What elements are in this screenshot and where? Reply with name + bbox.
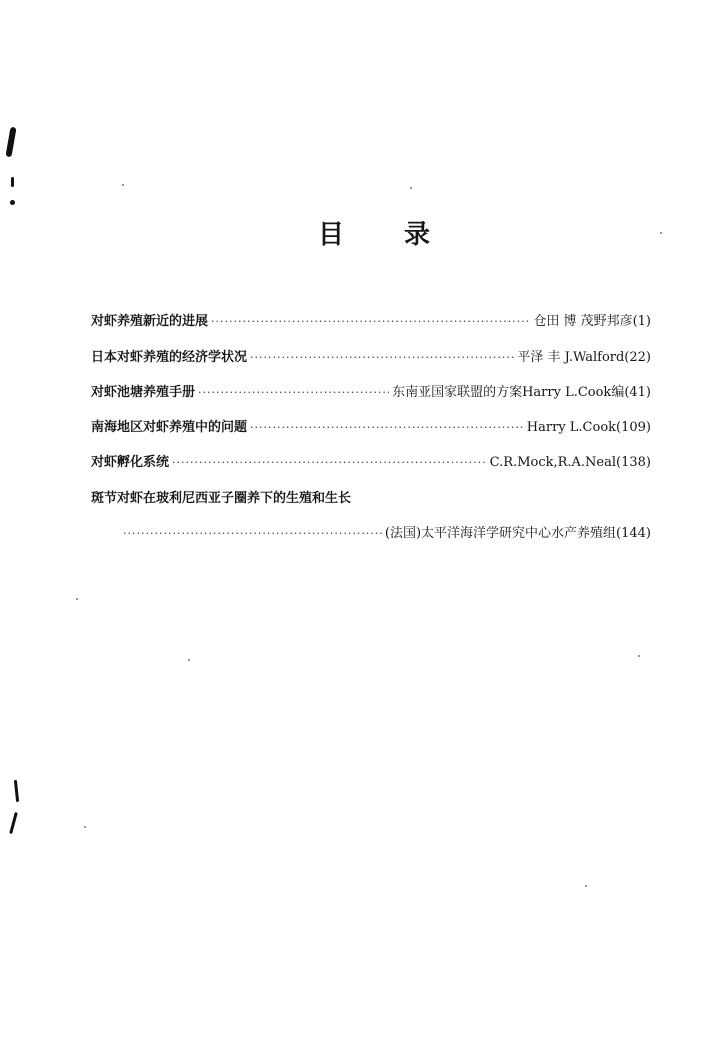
toc-entry — [91, 416, 651, 440]
scan-speck — [660, 232, 662, 234]
toc-entry-author-page: (法国)太平洋海洋学研究中心水产养殖组(144) — [384, 526, 651, 541]
toc-entry-author-page: Harry L.Cook(109) — [526, 420, 651, 435]
dot-leader — [172, 456, 487, 469]
dot-leader — [198, 386, 389, 399]
dot-leader — [211, 315, 530, 328]
toc-entry-author-page: 平泽 丰 J.Walford(22) — [517, 350, 651, 365]
dot-leader — [250, 421, 524, 434]
toc-entry — [91, 310, 651, 334]
scan-speck — [84, 826, 86, 828]
dot-leader — [250, 351, 514, 364]
toc-entry-title: 斑节对虾在玻利尼西亚子圈养下的生殖和生长 — [91, 491, 352, 506]
scan-speck — [188, 659, 190, 661]
scan-speck — [638, 655, 640, 657]
toc-entry-title: 对虾池塘养殖手册 — [91, 385, 196, 400]
scan-mark-top — [5, 127, 16, 158]
scan-speck — [410, 187, 412, 189]
toc-entry — [91, 381, 651, 405]
toc-entry-title: 南海地区对虾养殖中的问题 — [91, 420, 248, 435]
scan-mark-top-3 — [10, 200, 15, 205]
scan-mark-bottom-2 — [9, 812, 18, 834]
toc-entry-continuation — [123, 522, 651, 546]
toc-entry — [91, 487, 651, 511]
scan-speck — [122, 184, 124, 186]
toc-entry-title: 对虾养殖新近的进展 — [91, 314, 209, 329]
scan-mark-bottom — [14, 780, 19, 802]
page-title-part1: 目 — [318, 220, 345, 250]
page-title-part2: 录 — [404, 220, 431, 250]
toc-entry — [91, 451, 651, 475]
toc-entry-title: 日本对虾养殖的经济学状况 — [91, 350, 248, 365]
scan-speck — [585, 885, 587, 887]
toc-entry-title: 对虾孵化系统 — [91, 455, 170, 470]
toc-entry-author-page: 仓田 博 茂野邦彦(1) — [533, 314, 651, 329]
toc-entry-author-page: C.R.Mock,R.A.Neal(138) — [489, 455, 651, 470]
toc-entry-author-page: 东南亚国家联盟的方案Harry L.Cook编(41) — [392, 385, 651, 400]
scan-speck — [76, 598, 78, 600]
dot-leader — [123, 527, 382, 540]
toc-entry — [91, 346, 651, 370]
scan-mark-top-2 — [11, 177, 14, 187]
